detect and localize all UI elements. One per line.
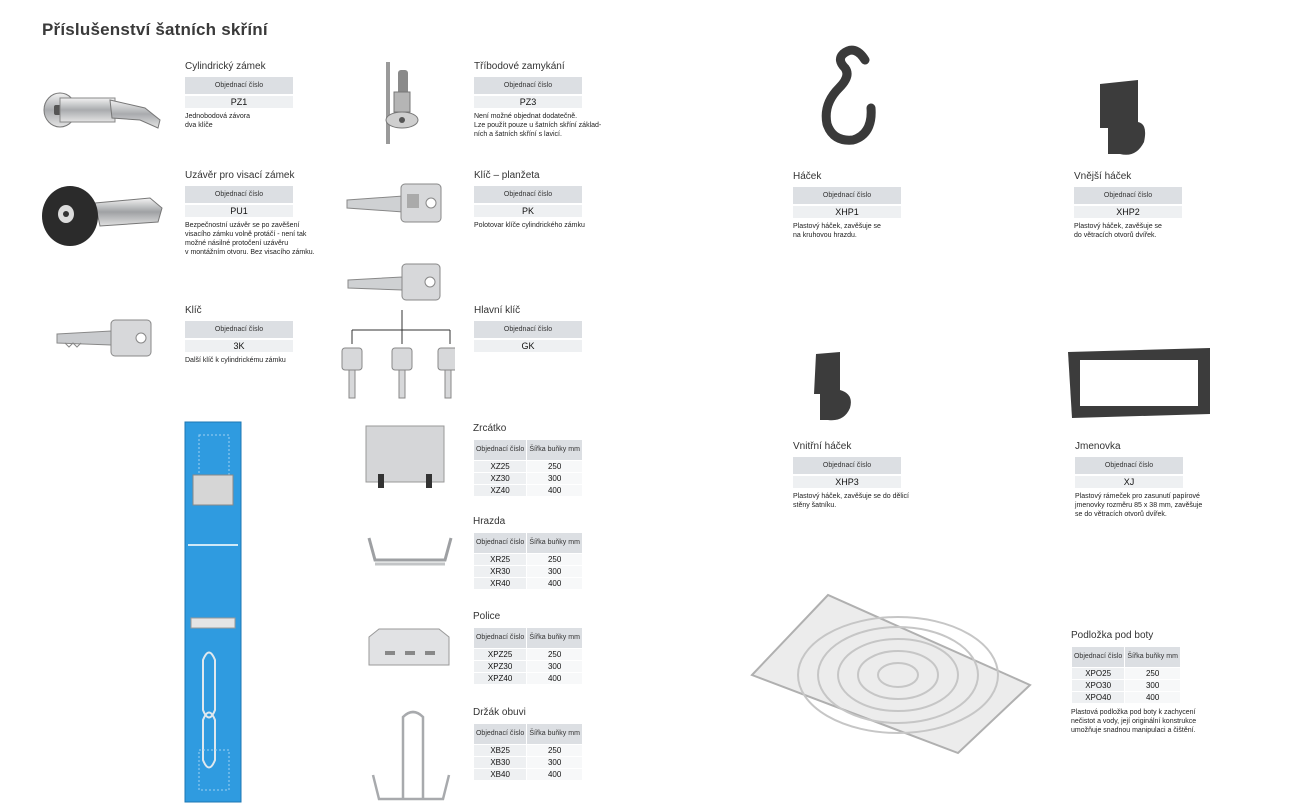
order-number-header: Objednací číslo [474, 440, 526, 460]
product-xhp2 [1074, 170, 1182, 240]
order-code: PU1 [185, 205, 293, 217]
table-row: XPZ40 400 [474, 673, 582, 684]
product-description: Bezpečnostní uzávěr se po zavěšení visacího zámku volně protáčí - není tak možné násilné protočení uzávěru v montážním otvoru. Bez visacího zámku. [185, 222, 315, 256]
order-code: PZ1 [185, 96, 293, 108]
product-hrazda [473, 515, 583, 590]
product-description: Plastový háček, zavěšuje se do větracích otvorů dvířek. [1074, 223, 1162, 239]
product-description: Plastový háček, zavěšuje se na kruhovou hrazdu. [793, 223, 881, 239]
page-title: Příslušenství šatních skříní [42, 20, 268, 39]
table-row: XZ40 400 [474, 485, 582, 496]
table-row: XR40 400 [474, 578, 582, 589]
product-description: Plastová podložka pod boty k zachycení nečistot a vody, její originální konstrukce umožňuje snadnou manipulaci a čištění. [1071, 709, 1197, 734]
variant-table [473, 439, 583, 497]
product-xhp3 [793, 440, 909, 510]
order-code: XHP2 [1074, 206, 1182, 218]
product-name: Klíč – planžeta [474, 170, 540, 181]
order-code: XHP3 [793, 476, 901, 488]
outer-hook-image [1092, 78, 1152, 160]
order-table [474, 186, 582, 217]
shoe-holder-image [365, 705, 455, 805]
table-row: XR30 300 [474, 566, 582, 577]
product-description: Polotovar klíče cylindrického zámku [474, 222, 585, 229]
product-name: Cylindrický zámek [185, 61, 266, 72]
product-xhp1 [793, 170, 901, 240]
order-code: PK [474, 205, 582, 217]
table-row: XPZ30 300 [474, 661, 582, 672]
product-name: Jmenovka [1075, 441, 1121, 452]
product-pz3 [474, 60, 601, 139]
product-pk [474, 169, 585, 230]
three-point-lock-image [380, 62, 430, 147]
order-table [474, 77, 582, 108]
order-number-header: Objednací číslo [474, 628, 526, 648]
product-name: Vnější háček [1074, 171, 1132, 182]
product-name: Háček [793, 171, 822, 182]
product-name: Vnitřní háček [793, 441, 852, 452]
table-row: XB40 400 [474, 769, 582, 780]
table-row: XPO25 250 [1072, 668, 1180, 679]
order-table [185, 321, 293, 352]
order-number-header: Objednací číslo [793, 457, 901, 474]
order-table [1075, 457, 1183, 488]
variant-table [473, 627, 583, 685]
product-name: Hlavní klíč [474, 305, 521, 316]
cell-width-header: Šířka buňky mm [1125, 647, 1180, 667]
product-gk [474, 304, 582, 352]
product-xj [1075, 440, 1202, 519]
cell-width-header: Šířka buňky mm [527, 628, 582, 648]
order-number-header: Objednací číslo [185, 186, 293, 203]
order-number-header: Objednací číslo [1074, 187, 1182, 204]
order-table [793, 457, 901, 488]
order-table [793, 187, 901, 218]
product-description: Plastový háček, zavěšuje se do dělicí stěny šatníku. [793, 493, 909, 509]
product-pz1 [185, 60, 293, 130]
order-number-header: Objednací číslo [185, 321, 293, 338]
product-name: Držák obuvi [473, 707, 526, 718]
product-name: Zrcátko [473, 423, 507, 434]
key-blank-image [345, 180, 445, 228]
table-row: XB25 250 [474, 745, 582, 756]
product-police [473, 610, 583, 685]
order-table [474, 321, 582, 352]
spare-key-image [55, 318, 155, 358]
order-table [185, 77, 293, 108]
product-description: Další klíč k cylindrickému zámku [185, 357, 286, 364]
rail-image [365, 530, 455, 575]
product-pu1 [185, 169, 315, 257]
hook-image [815, 42, 885, 147]
order-table [185, 186, 293, 217]
order-number-header: Objednací číslo [474, 186, 582, 203]
inner-hook-image [810, 350, 860, 425]
order-code: GK [474, 340, 582, 352]
shoe-mat-image [748, 585, 1033, 755]
product-description: Plastový rámeček pro zasunutí papírové jmenovky rozměru 85 x 38 mm, zavěšuje se do větracích otvorů dvířek. [1075, 493, 1203, 518]
product-name: Uzávěr pro visací zámek [185, 170, 295, 181]
cell-width-header: Šířka buňky mm [527, 533, 582, 553]
locker-interior-image [183, 420, 243, 805]
mirror-image [360, 420, 450, 495]
cylinder-lock-image [40, 80, 165, 140]
order-number-header: Objednací číslo [474, 321, 582, 338]
variant-table [1071, 646, 1181, 704]
product-name: Klíč [185, 305, 202, 316]
order-code: 3K [185, 340, 293, 352]
product-3k [185, 304, 293, 365]
product-description: Jednobodová závora dva klíče [185, 113, 250, 129]
order-table [1074, 187, 1182, 218]
order-number-header: Objednací číslo [1072, 647, 1124, 667]
order-code: XHP1 [793, 206, 901, 218]
product-drzak-obuvi [473, 706, 583, 781]
product-name: Podložka pod boty [1071, 630, 1154, 641]
product-name: Police [473, 611, 501, 622]
table-row: XZ25 250 [474, 461, 582, 472]
product-podlozka [1071, 629, 1196, 735]
order-number-header: Objednací číslo [474, 724, 526, 744]
order-number-header: Objednací číslo [474, 533, 526, 553]
table-row: XR25 250 [474, 554, 582, 565]
cell-width-header: Šířka buňky mm [527, 724, 582, 744]
padlock-closure-image [40, 178, 165, 258]
order-code: XJ [1075, 476, 1183, 488]
master-key-image [330, 262, 455, 402]
table-row: XB30 300 [474, 757, 582, 768]
name-tag-image [1066, 346, 1212, 421]
variant-table [473, 532, 583, 590]
product-name: Hrazda [473, 516, 506, 527]
table-row: XPO30 300 [1072, 680, 1180, 691]
product-description: Není možné objednat dodatečně. Lze použít pouze u šatních skříní základ- ních a šatních skříní s lavicí. [474, 113, 602, 138]
shelf-image [365, 625, 455, 675]
cell-width-header: Šířka buňky mm [527, 440, 582, 460]
table-row: XPO40 400 [1072, 692, 1180, 703]
product-zrcatko [473, 422, 583, 497]
order-number-header: Objednací číslo [474, 77, 582, 94]
order-code: PZ3 [474, 96, 582, 108]
table-row: XPZ25 250 [474, 649, 582, 660]
order-number-header: Objednací číslo [1075, 457, 1183, 474]
table-row: XZ30 300 [474, 473, 582, 484]
order-number-header: Objednací číslo [185, 77, 293, 94]
variant-table [473, 723, 583, 781]
product-name: Tříbodové zamykání [474, 61, 565, 72]
order-number-header: Objednací číslo [793, 187, 901, 204]
